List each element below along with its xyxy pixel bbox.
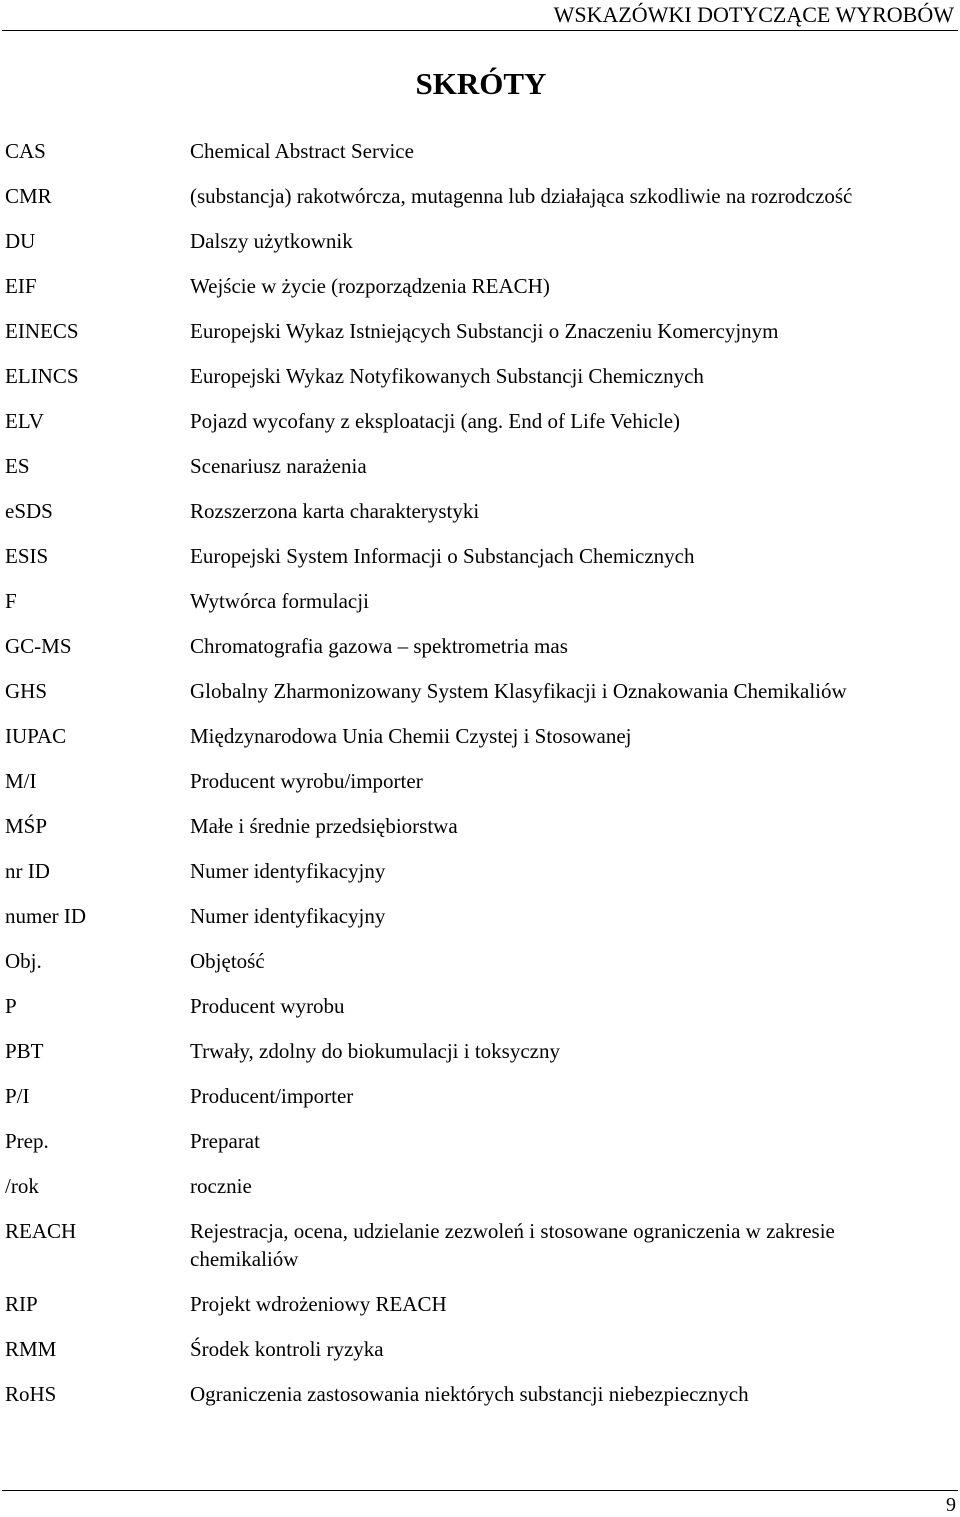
abbreviation-row — [0, 137, 960, 165]
abbreviation-term: EIF — [5, 274, 37, 298]
abbreviation-term: RIP — [5, 1292, 38, 1316]
abbreviation-row — [0, 812, 960, 840]
abbreviation-term: GC-MS — [5, 634, 72, 658]
abbreviation-definition: Producent wyrobu — [190, 994, 345, 1018]
footer-divider — [2, 1490, 958, 1491]
abbreviation-row — [0, 1380, 960, 1408]
abbreviation-row — [0, 632, 960, 660]
abbreviation-row — [0, 272, 960, 300]
abbreviation-term: PBT — [5, 1039, 44, 1063]
abbreviation-definition: Trwały, zdolny do biokumulacji i toksyczny — [190, 1039, 560, 1063]
abbreviation-row — [0, 1082, 960, 1110]
abbreviation-term: RMM — [5, 1337, 57, 1361]
abbreviation-definition: Chromatografia gazowa – spektrometria mas — [190, 634, 568, 658]
abbreviation-definition: Środek kontroli ryzyka — [190, 1337, 384, 1361]
abbreviation-term: ESIS — [5, 544, 49, 568]
abbreviation-term: Prep. — [5, 1129, 49, 1153]
abbreviation-definition: Małe i średnie przedsiębiorstwa — [190, 814, 458, 838]
abbreviation-definition: Preparat — [190, 1129, 260, 1153]
abbreviation-definition: Scenariusz narażenia — [190, 454, 367, 478]
abbreviation-term: RoHS — [5, 1382, 57, 1406]
abbreviation-row — [0, 452, 960, 480]
abbreviation-definition: (substancja) rakotwórcza, mutagenna lub działająca szkodliwie na rozrodczość — [190, 184, 853, 208]
running-header-title: WSKAZÓWKI DOTYCZĄCE WYROBÓW — [553, 2, 954, 27]
abbreviation-term: ELV — [5, 409, 44, 433]
abbreviation-definition: Producent/importer — [190, 1084, 354, 1108]
abbreviation-row — [0, 497, 960, 525]
abbreviation-definition: Dalszy użytkownik — [190, 229, 353, 253]
abbreviation-term: Obj. — [5, 949, 42, 973]
abbreviation-list — [0, 137, 960, 1425]
header-divider — [2, 30, 958, 31]
abbreviation-definition: Numer identyfikacyjny — [190, 904, 386, 928]
abbreviation-term: MŚP — [5, 814, 48, 838]
abbreviation-term: ES — [5, 454, 30, 478]
abbreviation-definition: rocznie — [190, 1174, 252, 1198]
abbreviation-row — [0, 407, 960, 435]
abbreviation-row — [0, 767, 960, 795]
abbreviation-row — [0, 1335, 960, 1363]
page-number: 9 — [946, 1494, 956, 1516]
abbreviation-definition: Pojazd wycofany z eksploatacji (ang. End of Life Vehicle) — [190, 409, 681, 433]
abbreviation-definition: Chemical Abstract Service — [190, 139, 414, 163]
abbreviation-term: DU — [5, 229, 36, 253]
abbreviation-definition: Globalny Zharmonizowany System Klasyfikacji i Oznakowania Chemikaliów — [190, 679, 847, 703]
abbreviation-definition: Rejestracja, ocena, udzielanie zezwoleń i stosowane ograniczenia w zakresie chemikaliów — [190, 1219, 835, 1271]
abbreviation-term: eSDS — [5, 499, 53, 523]
abbreviation-term: CMR — [5, 184, 52, 208]
section-title: SKRÓTY — [415, 66, 547, 101]
abbreviation-row — [0, 1172, 960, 1200]
abbreviation-row — [0, 1127, 960, 1155]
abbreviation-row — [0, 992, 960, 1020]
abbreviation-definition: Rozszerzona karta charakterystyki — [190, 499, 480, 523]
abbreviation-row — [0, 677, 960, 705]
abbreviation-term: GHS — [5, 679, 48, 703]
abbreviation-definition: Wytwórca formulacji — [190, 589, 369, 613]
abbreviation-term: EINECS — [5, 319, 79, 343]
abbreviation-row — [0, 857, 960, 885]
abbreviation-definition: Międzynarodowa Unia Chemii Czystej i Stosowanej — [190, 724, 632, 748]
abbreviation-row — [0, 722, 960, 750]
abbreviation-definition: Objętość — [190, 949, 265, 973]
abbreviation-term: CAS — [5, 139, 46, 163]
running-header — [0, 0, 958, 30]
abbreviation-row — [0, 362, 960, 390]
abbreviation-row — [0, 902, 960, 930]
abbreviation-row — [0, 1290, 960, 1318]
abbreviation-term: M/I — [5, 769, 37, 793]
abbreviation-row — [0, 587, 960, 615]
abbreviation-row — [0, 542, 960, 570]
abbreviation-term: nr ID — [5, 859, 50, 883]
abbreviation-row — [0, 317, 960, 345]
abbreviation-term: ELINCS — [5, 364, 79, 388]
abbreviation-definition: Europejski Wykaz Istniejących Substancji o Znaczeniu Komercyjnym — [190, 319, 779, 343]
abbreviation-term: numer ID — [5, 904, 87, 928]
abbreviation-row — [0, 227, 960, 255]
abbreviation-term: P — [5, 994, 17, 1018]
abbreviation-term: P/I — [5, 1084, 30, 1108]
abbreviation-term: F — [5, 589, 17, 613]
abbreviation-row — [0, 1217, 960, 1273]
abbreviation-term: IUPAC — [5, 724, 67, 748]
abbreviation-term: REACH — [5, 1219, 77, 1243]
abbreviation-definition: Europejski Wykaz Notyfikowanych Substancji Chemicznych — [190, 364, 704, 388]
abbreviation-row — [0, 947, 960, 975]
abbreviation-definition: Wejście w życie (rozporządzenia REACH) — [190, 274, 550, 298]
abbreviation-term: /rok — [5, 1174, 39, 1198]
abbreviation-row — [0, 1037, 960, 1065]
abbreviation-definition: Numer identyfikacyjny — [190, 859, 386, 883]
abbreviation-row — [0, 182, 960, 210]
abbreviation-definition: Projekt wdrożeniowy REACH — [190, 1292, 447, 1316]
abbreviation-definition: Ograniczenia zastosowania niektórych substancji niebezpiecznych — [190, 1382, 749, 1406]
abbreviation-definition: Europejski System Informacji o Substancjach Chemicznych — [190, 544, 695, 568]
abbreviation-definition: Producent wyrobu/importer — [190, 769, 423, 793]
